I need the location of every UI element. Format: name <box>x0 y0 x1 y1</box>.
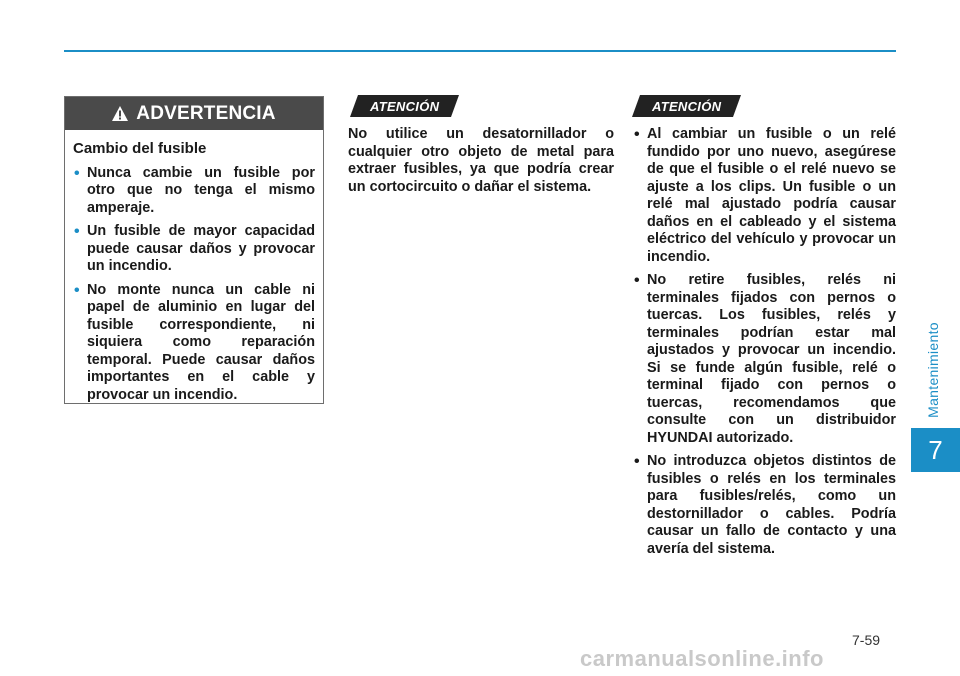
attention-item: • No retire fusibles, relés ni terminales fijados con pernos o tuercas. Los fusibles, relés y terminales podrían estar mal ajustados y provocar un incendio. Si se funde algún fusible, relé o terminal fijado con pernos o tuercas, recomendamos que consulte con un distribuidor HYUNDAI autorizado. <box>633 272 896 447</box>
warning-header <box>65 97 323 130</box>
warning-header-title: ADVERTENCIA <box>136 102 276 124</box>
page-number: 7-59 <box>852 632 881 648</box>
attention-item: • No introduzca objetos distintos de fusibles o relés en los terminales para fusibles/relés, como un destornillador o cables. Podría causar un fallo de contacto y una avería del sistema. <box>633 453 896 558</box>
warning-list <box>73 165 315 405</box>
warning-item: • Nunca cambie un fusible por otro que no tenga el mismo amperaje. <box>73 165 315 218</box>
warning-triangle-icon <box>112 106 128 121</box>
chapter-number: 7 <box>911 428 960 472</box>
attention-middle-text: No utilice un desatornillador o cualquier otro objeto de metal para extraer fusibles, ya que podría crear un cortocircuito o dañar el sistema. <box>348 126 614 195</box>
warning-item: • No monte nunca un cable ni papel de aluminio en lugar del fusible correspondiente, ni siquiera como reparación temporal. Puede causar daños importantes en el cable y provocar un incendio. <box>73 282 315 405</box>
chapter-label-text: Mantenimiento <box>925 322 942 418</box>
watermark: carmanualsonline.info <box>580 646 824 671</box>
attention-badge-middle: ATENCIÓN <box>358 95 451 117</box>
attention-item: • Al cambiar un fusible o un relé fundido por uno nuevo, asegúrese de que el fusible o el relé nuevo se ajuste a los clips. Un fusible o un relé mal ajustado podría causar daños en el cableado y el sistema eléctrico del vehículo y provocar un incendio. <box>633 126 896 266</box>
warning-item: • Un fusible de mayor capacidad puede causar daños y provocar un incendio. <box>73 223 315 276</box>
attention-right-list <box>633 126 896 564</box>
warning-body <box>65 130 323 404</box>
chapter-label <box>921 310 945 430</box>
warning-subtitle: Cambio del fusible <box>73 140 207 157</box>
attention-badge-right: ATENCIÓN <box>640 95 733 117</box>
warning-box <box>64 96 324 404</box>
top-rule <box>64 50 896 52</box>
